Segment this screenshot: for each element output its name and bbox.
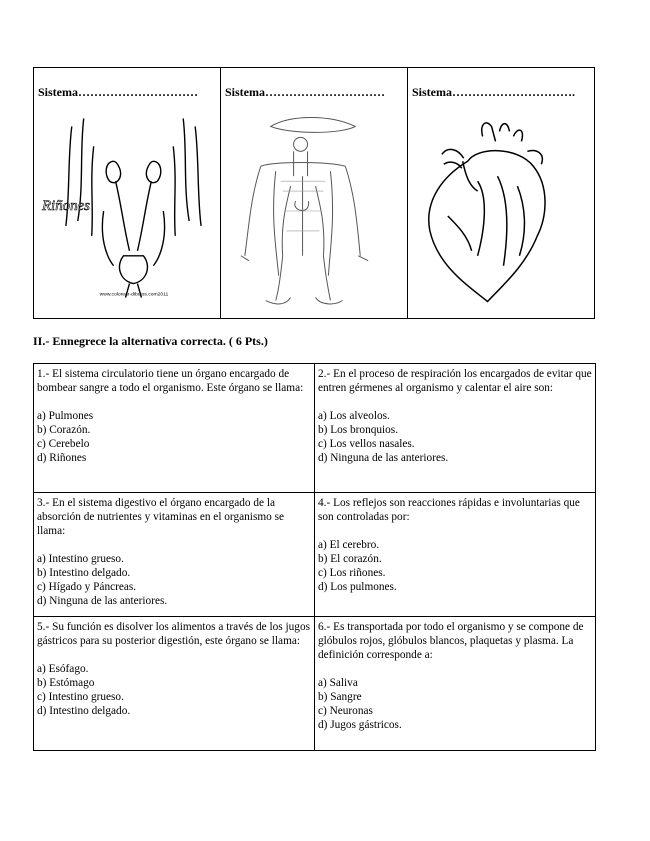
system-cell-circulatory — [221, 68, 408, 319]
question-stem — [37, 496, 311, 538]
question-stem — [37, 367, 311, 395]
system-label: Sistema………………………… — [225, 85, 385, 99]
option-d[interactable]: d) Los pulmones. — [318, 581, 397, 593]
option-a[interactable]: a) Intestino grueso. — [37, 553, 124, 565]
image-credit: www.colorear-dibujos.com2011 — [99, 292, 169, 298]
question-number: 2.- — [318, 368, 331, 380]
question-cell-5 — [34, 617, 315, 751]
question-cell-2 — [315, 364, 596, 493]
question-cell-3 — [34, 493, 315, 617]
option-c[interactable]: c) Los riñones. — [318, 567, 386, 579]
option-c[interactable]: c) Neuronas — [318, 705, 373, 717]
question-text: Los reflejos son reacciones rápidas e involuntarias que son controladas por: — [318, 497, 580, 523]
question-cell-1 — [34, 364, 315, 493]
question-cell-6 — [315, 617, 596, 751]
question-text: Es transportada por todo el organismo y se compone de glóbulos rojos, glóbulos blancos, plaquetas y plasma. La definición corresponde a: — [318, 621, 584, 661]
questions-table — [33, 363, 596, 751]
option-d[interactable]: d) Intestino delgado. — [37, 705, 131, 717]
system-cell-urinary — [34, 68, 221, 319]
question-number: 3.- — [37, 497, 50, 509]
option-b[interactable]: b) Los bronquios. — [318, 424, 399, 436]
option-b[interactable]: b) Intestino delgado. — [37, 567, 131, 579]
question-number: 1.- — [37, 368, 50, 380]
system-cell-heart — [408, 68, 595, 319]
option-b[interactable]: b) Estómago — [37, 677, 95, 689]
option-a[interactable]: a) Saliva — [318, 677, 358, 689]
question-stem — [318, 367, 592, 395]
option-d[interactable]: d) Ninguna de las anteriores. — [318, 452, 449, 464]
question-number: 6.- — [318, 621, 331, 633]
option-d[interactable]: d) Ninguna de las anteriores. — [37, 595, 168, 607]
option-c[interactable]: c) Los vellos nasales. — [318, 438, 415, 450]
question-cell-4 — [315, 493, 596, 617]
question-text: En el proceso de respiración los encargados de evitar que entren gérmenes al organismo y calentar el aire son: — [318, 368, 592, 394]
question-text: Su función es disolver los alimentos a través de los jugos gástricos para su posterior digestión, este órgano se llama: — [37, 621, 310, 647]
question-number: 4.- — [318, 497, 331, 509]
question-text: El sistema circulatorio tiene un órgano encargado de bombear sangre a todo el organismo. Este órgano se llama: — [37, 368, 304, 394]
option-a[interactable]: a) Pulmones — [37, 410, 94, 422]
heart-illustration — [408, 106, 594, 316]
option-a[interactable]: a) El cerebro. — [318, 539, 380, 551]
kidneys-caption: Riñones — [41, 198, 90, 215]
question-text: En el sistema digestivo el órgano encargado de la absorción de nutrientes y vitaminas en el organismo se llama: — [37, 497, 285, 537]
option-c[interactable]: c) Hígado y Páncreas. — [37, 581, 137, 593]
option-d[interactable]: d) Jugos gástricos. — [318, 719, 402, 731]
circulatory-system-illustration — [221, 106, 407, 316]
system-label: Sistema………………………… — [38, 85, 198, 99]
option-b[interactable]: b) Sangre — [318, 691, 362, 703]
option-a[interactable]: a) Los alveolos. — [318, 410, 390, 422]
option-d[interactable]: d) Riñones — [37, 452, 87, 464]
option-b[interactable]: b) Corazón. — [37, 424, 91, 436]
question-stem — [318, 620, 592, 662]
question-stem — [318, 496, 592, 524]
section-title: II.- Ennegrece la alternativa correcta. ( 6 Pts.) — [33, 334, 268, 348]
question-stem — [37, 620, 311, 648]
option-a[interactable]: a) Esófago. — [37, 663, 89, 675]
question-number: 5.- — [37, 621, 50, 633]
option-b[interactable]: b) El corazón. — [318, 553, 382, 565]
option-c[interactable]: c) Cerebelo — [37, 438, 90, 450]
systems-table — [33, 67, 595, 319]
system-label: Sistema…………………………. — [412, 85, 575, 99]
option-c[interactable]: c) Intestino grueso. — [37, 691, 124, 703]
urinary-system-illustration — [34, 106, 220, 316]
